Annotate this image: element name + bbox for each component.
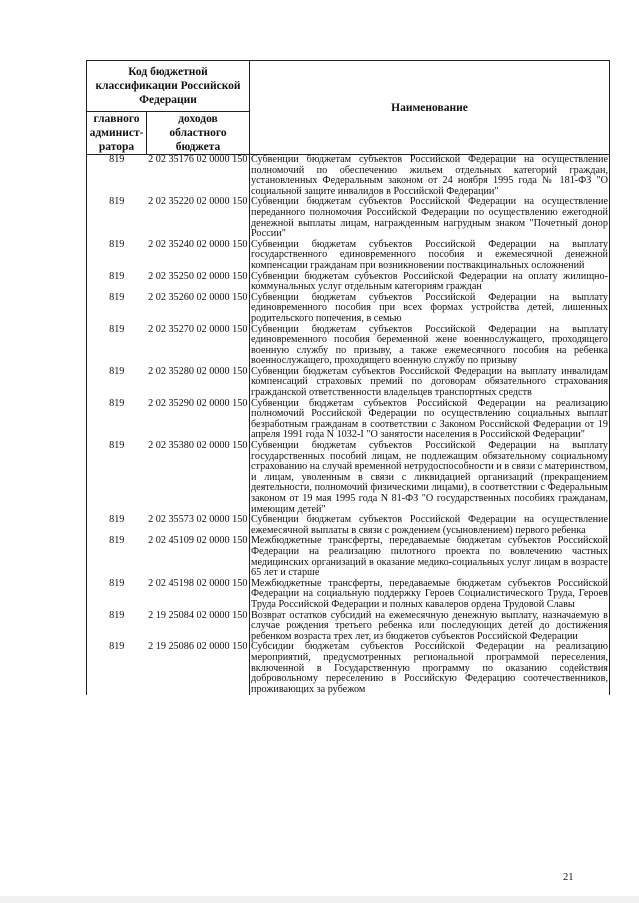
- row-name: Субвенции бюджетам субъектов Российской Федерации на выплату инвалидам компенсаций страховых премий по договорам обязательного страхования гражданской ответственности владельцев транспортных средств: [251, 365, 608, 399]
- admin-code: 819: [87, 325, 147, 367]
- table-header: [87, 61, 610, 155]
- row-name: Субвенции бюджетам субъектов Российской Федерации на осуществление ежемесячной выплаты в связи с рождением (усыновлением) первого ребенка: [251, 514, 608, 536]
- row-name: Субвенции бюджетам субъектов Российской Федерации на выплату государственных пособий лицам, не подлежащим обязательному социальному страхованию на случай временной нетрудоспособности и в связи с материнством, и лицам, уволенным в связи с ликвидацией организаций (прекращением деятельности, полномочий физическими лицами), в соответствии с Федеральным законом от 19 мая 1995 года N 81-ФЗ "О государственных пособиях гражданам, имеющим детей": [251, 440, 608, 515]
- income-code: 2 02 35380 02 0000 150: [148, 440, 248, 452]
- admin-code: 819: [87, 536, 147, 578]
- scan-edge: [0, 896, 639, 903]
- admin-code: 819: [87, 197, 147, 239]
- income-code: 2 02 35270 02 0000 150: [148, 323, 248, 335]
- admin-code: 819: [87, 155, 147, 198]
- header-income: доходов областного бюджета: [147, 112, 250, 155]
- table-row: [87, 197, 610, 239]
- income-code: 2 19 25086 02 0000 150: [148, 641, 248, 653]
- admin-code: 819: [87, 642, 147, 695]
- row-name: Межбюджетные трансферты, передаваемые бюджетам субъектов Российской Федерации на социальную поддержку Героев Социалистического Труда, Героев Труда Российской Федерации и полных кавалеров ордена Трудовой Славы: [251, 577, 608, 610]
- table-row: [87, 611, 610, 643]
- row-name: Субвенции бюджетам субъектов Российской Федерации на выплату единовременного пособия при всех формах устройства детей, лишенных родительского попечения, в семью: [251, 291, 608, 324]
- income-code: 2 02 35176 02 0000 150: [148, 154, 248, 165]
- income-code: 2 02 35240 02 0000 150: [148, 238, 248, 250]
- income-code: 2 02 45198 02 0000 150: [148, 577, 248, 589]
- table-row: [87, 272, 610, 293]
- table-row: [87, 155, 610, 198]
- income-code: 2 02 35280 02 0000 150: [148, 365, 248, 377]
- income-code: 2 19 25084 02 0000 150: [148, 609, 248, 621]
- income-code: 2 02 35573 02 0000 150: [148, 514, 248, 526]
- row-name: Субвенции бюджетам субъектов Российской Федерации на выплату государственного единовременного пособия и ежемесячной денежной компенсации гражданам при возникновении поствакцинальных осложнений: [251, 238, 608, 271]
- income-code: 2 02 35260 02 0000 150: [148, 291, 248, 303]
- admin-code: 819: [87, 272, 147, 293]
- table-row: [87, 579, 610, 611]
- table-row: [87, 399, 610, 441]
- table-row: [87, 515, 610, 536]
- header-code-group: Код бюджетной классификации Российской Федерации: [87, 61, 250, 112]
- income-code: 2 02 35220 02 0000 150: [148, 196, 248, 208]
- row-name: Возврат остатков субсидий на ежемесячную денежную выплату, назначаемую в случае рождения третьего ребенка или последующих детей до достижения ребенком возраста трех лет, из бюджетов субъектов Российской Федерации: [251, 609, 608, 642]
- table-row: [87, 293, 610, 325]
- row-name: Субвенции бюджетам субъектов Российской Федерации на реализацию полномочий Российской Федерации по осуществлению социальных выплат безработным гражданам в соответствии с Законом Российской Федерации от 19 апреля 1991 года N 1032-I "О занятости населения в Российской Федерации": [251, 397, 608, 441]
- income-code: 2 02 45109 02 0000 150: [148, 535, 248, 547]
- page-number: 21: [563, 872, 574, 883]
- income-code: 2 02 35290 02 0000 150: [148, 397, 248, 409]
- admin-code: 819: [87, 240, 147, 272]
- table-row: [87, 441, 610, 515]
- row-name: Субвенции бюджетам субъектов Российской Федерации на оплату жилищно-коммунальных услуг отдельным категориям граждан: [251, 270, 608, 293]
- header-name: Наименование: [250, 61, 610, 155]
- row-name: Субвенции бюджетам субъектов Российской Федерации на осуществление переданного полномочия Российской Федерации по осуществлению ежегодной денежной выплаты лицам, награжденным нагрудным знаком "Почетный донор России": [251, 196, 608, 240]
- admin-code: 819: [87, 399, 147, 441]
- row-name: Межбюджетные трансферты, передаваемые бюджетам субъектов Российской Федерации на реализацию пилотного проекта по вовлечению частных медицинских организаций в оказание медико-социальных услуг лицам в возрасте 65 лет и старше: [251, 535, 608, 579]
- admin-code: 819: [87, 579, 147, 611]
- row-name: Субвенции бюджетам субъектов Российской Федерации на осуществление полномочий по обеспечению жильем отдельных категорий граждан, установленных Федеральным законом от 24 ноября 1995 года № 181-ФЗ "О социальной защите инвалидов в Российской Федерации": [251, 154, 608, 197]
- budget-classification-table: [86, 60, 610, 695]
- table-row: [87, 325, 610, 367]
- admin-code: 819: [87, 367, 147, 399]
- table-row: [87, 367, 610, 399]
- table-body: [87, 155, 610, 696]
- income-code: 2 02 35250 02 0000 150: [148, 270, 248, 282]
- table-row: [87, 240, 610, 272]
- admin-code: 819: [87, 441, 147, 515]
- row-name: Субсидии бюджетам субъектов Российской Федерации на реализацию мероприятий, предусмотренных региональной программой переселения, включенной в Государственную программу по оказанию содействия добровольному переселению в Российскую Федерацию соотечественников, проживающих за рубежом: [251, 641, 608, 695]
- header-admin: главного админист-ратора: [87, 112, 147, 155]
- table-row: [87, 536, 610, 578]
- table-row: [87, 642, 610, 695]
- row-name: Субвенции бюджетам субъектов Российской Федерации на выплату единовременного пособия беременной жене военнослужащего, проходящего военную службу по призыву, а также ежемесячного пособия на ребенка военнослужащего, проходящего военную службу по призыву: [251, 323, 608, 367]
- admin-code: 819: [87, 611, 147, 643]
- admin-code: 819: [87, 293, 147, 325]
- admin-code: 819: [87, 515, 147, 536]
